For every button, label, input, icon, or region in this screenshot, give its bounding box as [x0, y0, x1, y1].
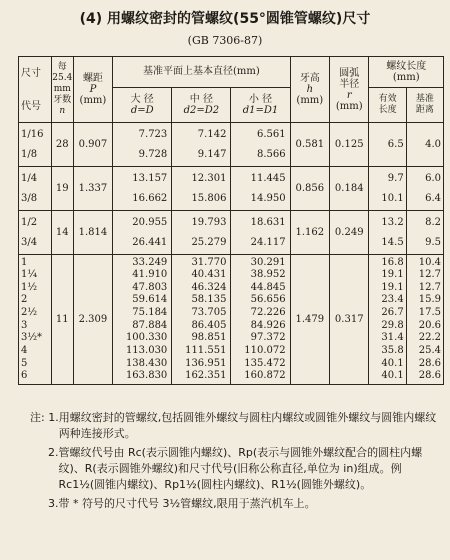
- major-diameter-cell-value: 33.249: [132, 256, 168, 268]
- gauge-distance-cell-value: 20.6: [418, 319, 441, 331]
- pipe-thread-table: [18, 56, 444, 385]
- gauge-distance-cell-value: 17.5: [418, 307, 441, 319]
- table-row: [19, 255, 444, 385]
- minor-diameter-cell: [231, 123, 290, 167]
- major-diameter-cell-value: 20.955: [132, 216, 168, 228]
- note-2: 2. 管螺纹代号由 Rc(表示圆锥内螺纹)、Rp(表示与圆锥外螺纹配合的圆柱内螺纹)、R(表示圆锥外螺纹)和尺寸代号(旧称公称直径,单位为 in)组成。例 Rc1½(圆锥内螺纹)、Rp1½(圆柱内螺纹)、R1½(圆锥外螺纹)。: [48, 446, 423, 491]
- major-diameter-cell-value: 59.614: [132, 294, 168, 306]
- header-pitch-diameter: 中 径 d2=D2: [172, 88, 231, 123]
- gauge-distance-cell-value: 28.6: [418, 357, 441, 369]
- gauge-distance-cell-value: 8.2: [425, 216, 441, 228]
- major-diameter-cell-value: 26.441: [132, 236, 168, 248]
- header-thread-length: 螺纹长度 (mm): [369, 57, 444, 88]
- effective-length-cell-value: 9.7: [387, 172, 404, 184]
- minor-diameter-cell-value: 56.656: [250, 294, 286, 306]
- thread-height-cell: 1.479: [290, 255, 329, 385]
- pitch-diameter-cell-value: 46.324: [191, 281, 227, 293]
- size-code-cell-value: 4: [21, 345, 28, 357]
- minor-diameter-cell-value: 84.926: [250, 319, 286, 331]
- note-1: 注: 1. 用螺纹密封的管螺纹,包括圆锥外螺纹与圆柱内螺纹或圆锥外螺纹与圆锥内螺纹两种连接形式。: [30, 411, 437, 440]
- major-diameter-cell-value: 16.662: [132, 192, 168, 204]
- header-basic-diameter: 基准平面上基本直径(mm): [113, 57, 290, 88]
- header-effective-length: 有效 长度: [369, 88, 406, 123]
- size-code-cell-value: 1/16: [21, 128, 44, 140]
- gauge-distance-cell: [406, 255, 443, 385]
- gauge-distance-cell-value: 12.7: [418, 281, 441, 293]
- major-diameter-cell-value: 41.910: [132, 269, 168, 281]
- pitch-diameter-cell-value: 25.279: [191, 236, 227, 248]
- minor-diameter-cell-value: 135.472: [244, 357, 286, 369]
- effective-length-cell-value: 23.4: [381, 294, 404, 306]
- size-code-cell: [19, 255, 52, 385]
- pitch-diameter-cell-value: 40.431: [191, 269, 227, 281]
- size-code-cell-value: 1¼: [21, 269, 38, 281]
- size-code-cell: [19, 211, 52, 255]
- header-thread-height: 牙高 h (mm): [290, 57, 329, 123]
- effective-length-cell-value: 6.5: [387, 138, 404, 150]
- size-code-cell-value: 3: [21, 319, 28, 331]
- major-diameter-cell-value: 100.330: [125, 332, 168, 344]
- minor-diameter-cell-value: 8.566: [256, 148, 286, 160]
- pitch-diameter-cell-value: 15.806: [191, 192, 227, 204]
- pitch-diameter-cell-value: 7.142: [197, 128, 227, 140]
- major-diameter-cell: [113, 211, 172, 255]
- gauge-distance-cell: [406, 167, 443, 211]
- minor-diameter-cell-value: 18.631: [250, 216, 286, 228]
- size-code-cell-value: 5: [21, 357, 28, 369]
- thread-height-cell: 0.581: [290, 123, 329, 167]
- minor-diameter-cell-value: 160.872: [244, 370, 286, 382]
- thread-height-cell: 0.856: [290, 167, 329, 211]
- gauge-distance-cell-value: 15.9: [418, 294, 441, 306]
- radius-cell: 0.249: [330, 211, 369, 255]
- notes-section: [30, 410, 440, 515]
- header-gauge-distance: 基准 距离: [406, 88, 443, 123]
- effective-length-cell-value: 14.5: [381, 236, 404, 248]
- major-diameter-cell: [113, 123, 172, 167]
- effective-length-cell-value: 19.1: [381, 281, 404, 293]
- minor-diameter-cell-value: 14.950: [250, 192, 286, 204]
- radius-cell: 0.125: [330, 123, 369, 167]
- pitch-diameter-cell-value: 98.851: [191, 332, 227, 344]
- effective-length-cell-value: 10.1: [381, 192, 404, 204]
- size-code-cell-value: 2½: [21, 307, 38, 319]
- major-diameter-cell-value: 87.884: [132, 319, 168, 331]
- thread-height-cell: 1.162: [290, 211, 329, 255]
- major-diameter-cell-value: 9.728: [138, 148, 168, 160]
- size-code-cell-value: 6: [21, 370, 28, 382]
- pitch-cell: 1.814: [73, 211, 112, 255]
- gauge-distance-cell: [406, 123, 443, 167]
- minor-diameter-cell-value: 44.845: [250, 281, 286, 293]
- minor-diameter-cell-value: 38.952: [250, 269, 286, 281]
- effective-length-cell-value: 16.8: [381, 256, 404, 268]
- effective-length-cell-value: 35.8: [381, 345, 404, 357]
- effective-length-cell: [369, 255, 406, 385]
- minor-diameter-cell-value: 97.372: [250, 332, 286, 344]
- size-code-cell-value: 1: [21, 256, 28, 268]
- note-3: 3. 带 * 符号的尺寸代号 3½管螺纹,限用于蒸汽机车上。: [48, 497, 316, 510]
- table-title: (4) 用螺纹密封的管螺纹(55°圆锥管螺纹)尺寸: [79, 11, 371, 27]
- major-diameter-cell: [113, 255, 172, 385]
- pitch-diameter-cell: [172, 255, 231, 385]
- effective-length-cell: [369, 123, 406, 167]
- table-row: [19, 123, 444, 167]
- gauge-distance-cell-value: 28.6: [418, 370, 441, 382]
- table-row: [19, 167, 444, 211]
- size-code-cell-value: 2: [21, 294, 28, 306]
- pitch-cell: 0.907: [73, 123, 112, 167]
- major-diameter-cell-value: 113.030: [125, 345, 168, 357]
- minor-diameter-cell-value: 110.072: [244, 345, 286, 357]
- pitch-diameter-cell-value: 162.351: [185, 370, 227, 382]
- gauge-distance-cell-value: 6.0: [425, 172, 441, 184]
- minor-diameter-cell-value: 30.291: [250, 256, 286, 268]
- effective-length-cell-value: 29.8: [381, 319, 404, 331]
- pitch-diameter-cell: [172, 167, 231, 211]
- pitch-diameter-cell-value: 73.705: [191, 307, 227, 319]
- pitch-diameter-cell: [172, 211, 231, 255]
- minor-diameter-cell: [231, 255, 290, 385]
- radius-cell: 0.184: [330, 167, 369, 211]
- threads-cell: 11: [51, 255, 73, 385]
- pitch-diameter-cell-value: 19.793: [191, 216, 227, 228]
- pitch-diameter-cell-value: 136.951: [185, 357, 227, 369]
- size-code-cell-value: 1/2: [21, 216, 38, 228]
- header-major-diameter: 大 径 d=D: [113, 88, 172, 123]
- minor-diameter-cell-value: 24.117: [250, 236, 286, 248]
- major-diameter-cell-value: 75.184: [132, 307, 168, 319]
- major-diameter-cell: [113, 167, 172, 211]
- effective-length-cell-value: 31.4: [381, 332, 404, 344]
- pitch-diameter-cell: [172, 123, 231, 167]
- header-minor-diameter: 小 径 d1=D1: [231, 88, 290, 123]
- header-radius: 圆弧 半径 r (mm): [330, 57, 369, 123]
- radius-cell: 0.317: [330, 255, 369, 385]
- header-pitch: 螺距 P (mm): [73, 57, 112, 123]
- major-diameter-cell-value: 47.803: [132, 281, 168, 293]
- size-code-cell-value: 1/8: [21, 148, 38, 160]
- gauge-distance-cell-value: 25.4: [418, 345, 441, 357]
- gauge-distance-cell-value: 9.5: [425, 236, 441, 248]
- size-code-cell-value: 3/8: [21, 192, 38, 204]
- effective-length-cell-value: 40.1: [381, 370, 404, 382]
- effective-length-cell-value: 40.1: [381, 357, 404, 369]
- header-threads: 每 25.4 mm 牙数 n: [51, 57, 73, 123]
- size-code-cell: [19, 123, 52, 167]
- pitch-diameter-cell-value: 86.405: [191, 319, 227, 331]
- minor-diameter-cell: [231, 211, 290, 255]
- threads-cell: 28: [51, 123, 73, 167]
- major-diameter-cell-value: 13.157: [132, 172, 168, 184]
- size-code-cell-value: 3/4: [21, 236, 38, 248]
- minor-diameter-cell-value: 11.445: [250, 172, 286, 184]
- standard-number: (GB 7306-87): [187, 34, 263, 47]
- minor-diameter-cell-value: 72.226: [250, 307, 286, 319]
- minor-diameter-cell: [231, 167, 290, 211]
- gauge-distance-cell-value: 22.2: [418, 332, 441, 344]
- threads-cell: 14: [51, 211, 73, 255]
- gauge-distance-cell-value: 12.7: [418, 269, 441, 281]
- table-row: [19, 211, 444, 255]
- minor-diameter-cell-value: 6.561: [256, 128, 286, 140]
- effective-length-cell-value: 26.7: [381, 307, 404, 319]
- effective-length-cell: [369, 211, 406, 255]
- gauge-distance-cell-value: 4.0: [425, 138, 441, 150]
- size-code-cell: [19, 167, 52, 211]
- pitch-diameter-cell-value: 58.135: [191, 294, 227, 306]
- threads-cell: 19: [51, 167, 73, 211]
- gauge-distance-cell: [406, 211, 443, 255]
- gauge-distance-cell-value: 6.4: [425, 192, 441, 204]
- gauge-distance-cell-value: 10.4: [418, 256, 441, 268]
- pitch-cell: 2.309: [73, 255, 112, 385]
- effective-length-cell: [369, 167, 406, 211]
- major-diameter-cell-value: 163.830: [125, 370, 168, 382]
- pitch-cell: 1.337: [73, 167, 112, 211]
- pitch-diameter-cell-value: 31.770: [191, 256, 227, 268]
- header-size-code: 尺寸 代号: [19, 57, 52, 123]
- pitch-diameter-cell-value: 9.147: [197, 148, 227, 160]
- effective-length-cell-value: 13.2: [381, 216, 404, 228]
- pitch-diameter-cell-value: 111.551: [185, 345, 227, 357]
- pitch-diameter-cell-value: 12.301: [191, 172, 227, 184]
- major-diameter-cell-value: 7.723: [138, 128, 168, 140]
- size-code-cell-value: 1½: [21, 281, 38, 293]
- size-code-cell-value: 3½*: [21, 332, 43, 344]
- size-code-cell-value: 1/4: [21, 172, 38, 184]
- effective-length-cell-value: 19.1: [381, 269, 404, 281]
- major-diameter-cell-value: 138.430: [125, 357, 168, 369]
